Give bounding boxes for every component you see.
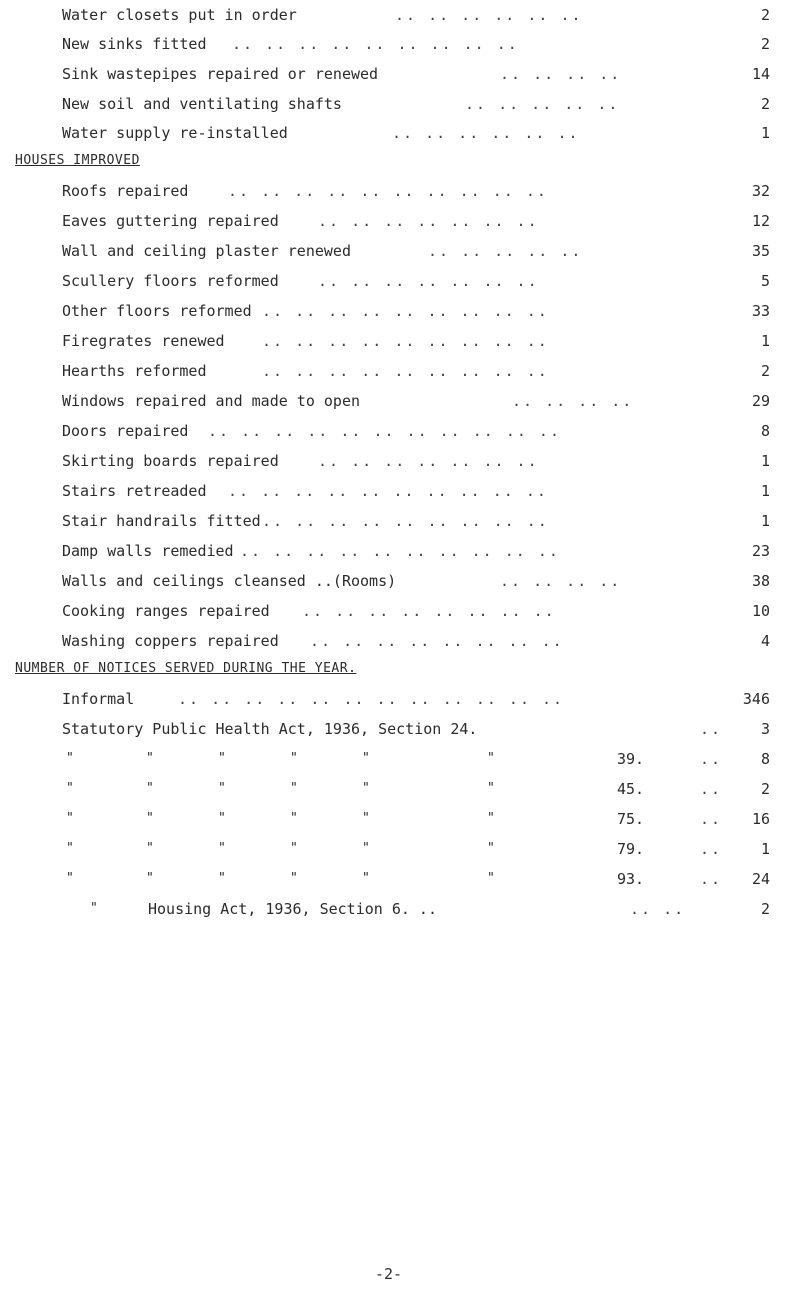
item-value: 12: [751, 212, 770, 230]
item-value: 1: [760, 840, 770, 858]
list-item: Damp walls remedied .. .. .. .. .. .. .. .. .. .. 23: [62, 542, 770, 560]
item-value: 2: [760, 95, 770, 113]
item-label: Sink wastepipes repaired or renewed: [62, 65, 379, 83]
item-label: Windows repaired and made to open: [62, 392, 361, 410]
list-item: New sinks fitted .. .. .. .. .. .. .. .. .. 2: [62, 35, 770, 53]
item-label: Housing Act, 1936, Section 6. ..: [148, 900, 437, 918]
item-value: 23: [751, 542, 770, 560]
item-label: Other floors reformed: [62, 302, 252, 320]
item-label: Washing coppers repaired: [62, 632, 279, 650]
list-item: Eaves guttering repaired .. .. .. .. .. .. .. 12: [62, 212, 770, 230]
item-value: 1: [760, 124, 770, 142]
item-label: Firegrates renewed: [62, 332, 225, 350]
item-value: 2: [760, 35, 770, 53]
list-item: " Housing Act, 1936, Section 6. .. .. .. 2: [90, 900, 770, 918]
list-item: Doors repaired .. .. .. .. .. .. .. .. .. .. .. 8: [62, 422, 770, 440]
list-item: Sink wastepipes repaired or renewed .. .. .. .. 14: [62, 65, 770, 83]
list-item: Washing coppers repaired .. .. .. .. .. .. .. .. 4: [62, 632, 770, 650]
item-value: 1: [760, 482, 770, 500]
list-item: Roofs repaired .. .. .. .. .. .. .. .. .. .. 32: [62, 182, 770, 200]
item-value: 2: [760, 6, 770, 24]
section-number: 79.: [617, 840, 645, 858]
item-label: Walls and ceilings cleansed ..(Rooms): [62, 572, 397, 590]
list-item: Water supply re-installed .. .. .. .. .. .. 1: [62, 124, 770, 142]
list-item: Firegrates renewed .. .. .. .. .. .. .. .. .. 1: [62, 332, 770, 350]
item-label: Roofs repaired: [62, 182, 189, 200]
list-item: Windows repaired and made to open .. .. .. .. 29: [62, 392, 770, 410]
item-value: 2: [760, 900, 770, 918]
item-value: 1: [760, 332, 770, 350]
item-value: 16: [751, 810, 770, 828]
item-label: Stairs retreaded: [62, 482, 207, 500]
list-item: Stair handrails fitted .. .. .. .. .. .. .. .. .. 1: [62, 512, 770, 530]
item-label: Cooking ranges repaired: [62, 602, 270, 620]
item-value: 4: [760, 632, 770, 650]
item-label: Hearths reformed: [62, 362, 207, 380]
section-heading: NUMBER OF NOTICES SERVED DURING THE YEAR.: [15, 661, 357, 676]
page-number: -2-: [375, 1265, 403, 1283]
item-value: 1: [760, 452, 770, 470]
section-number: 75.: [617, 810, 645, 828]
item-value: 32: [751, 182, 770, 200]
list-item: New soil and ventilating shafts .. .. .. .. .. 2: [62, 95, 770, 113]
item-value: 1: [760, 512, 770, 530]
list-item: Cooking ranges repaired .. .. .. .. .. .. .. .. 10: [62, 602, 770, 620]
list-item: Skirting boards repaired .. .. .. .. .. .. .. 1: [62, 452, 770, 470]
item-label: Damp walls remedied: [62, 542, 234, 560]
item-label: Scullery floors reformed: [62, 272, 279, 290]
item-label: New sinks fitted: [62, 35, 207, 53]
ditto-row: " " " " " " 75. .. 16: [66, 810, 770, 828]
item-label: Water supply re-installed: [62, 124, 288, 142]
section-number: 93.: [617, 870, 645, 888]
ditto-row: " " " " " " 79. .. 1: [66, 840, 770, 858]
list-item: Informal .. .. .. .. .. .. .. .. .. .. .. .. 346: [62, 690, 770, 708]
item-label: Doors repaired: [62, 422, 189, 440]
list-item: Walls and ceilings cleansed ..(Rooms) .. .. .. .. 38: [62, 572, 770, 590]
item-label: Statutory Public Health Act, 1936, Section 24.: [62, 720, 478, 738]
section-number: 45.: [617, 780, 645, 798]
list-item: Other floors reformed .. .. .. .. .. .. .. .. .. 33: [62, 302, 770, 320]
list-item: Hearths reformed .. .. .. .. .. .. .. .. .. 2: [62, 362, 770, 380]
item-value: 2: [760, 362, 770, 380]
item-value: 33: [751, 302, 770, 320]
ditto-row: " " " " " " 39. .. 8: [66, 750, 770, 768]
item-value: 14: [751, 65, 770, 83]
list-item: Wall and ceiling plaster renewed .. .. .. .. .. 35: [62, 242, 770, 260]
item-label: Wall and ceiling plaster renewed: [62, 242, 351, 260]
item-value: 38: [751, 572, 770, 590]
item-value: 10: [751, 602, 770, 620]
ditto-row: " " " " " " 45. .. 2: [66, 780, 770, 798]
item-label: Water closets put in order: [62, 6, 297, 24]
item-value: 35: [751, 242, 770, 260]
item-label: Eaves guttering repaired: [62, 212, 279, 230]
item-label: Informal: [62, 690, 135, 708]
list-item: Water closets put in order .. .. .. .. .. .. 2: [62, 6, 770, 24]
item-value: 3: [760, 720, 770, 738]
list-item: Scullery floors reformed .. .. .. .. .. .. .. 5: [62, 272, 770, 290]
list-item: Statutory Public Health Act, 1936, Section 24. .. 3: [62, 720, 770, 738]
ditto-row: " " " " " " 93. .. 24: [66, 870, 770, 888]
item-value: 8: [760, 422, 770, 440]
item-value: 5: [760, 272, 770, 290]
section-heading: HOUSES IMPROVED: [15, 153, 140, 168]
item-value: 346: [742, 690, 770, 708]
section-number: 39.: [617, 750, 645, 768]
item-label: Stair handrails fitted: [62, 512, 261, 530]
item-label: New soil and ventilating shafts: [62, 95, 342, 113]
item-value: 29: [751, 392, 770, 410]
item-value: 2: [760, 780, 770, 798]
item-value: 8: [760, 750, 770, 768]
item-label: Skirting boards repaired: [62, 452, 279, 470]
item-value: 24: [751, 870, 770, 888]
list-item: Stairs retreaded .. .. .. .. .. .. .. .. .. .. 1: [62, 482, 770, 500]
